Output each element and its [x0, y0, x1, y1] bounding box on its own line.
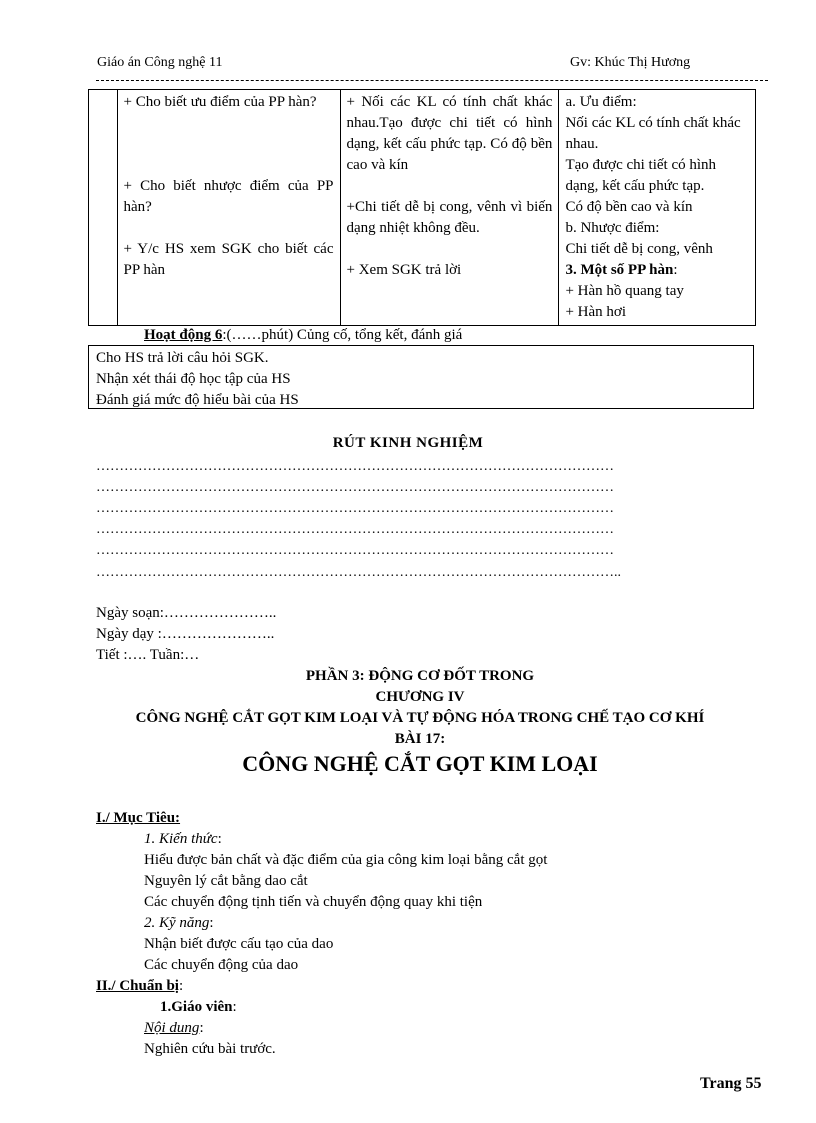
activity-6-text: :(……phút) Củng cố, tổng kết, đánh giá	[222, 327, 463, 343]
objective-item: Nguyên lý cắt bằng dao cắt	[144, 873, 308, 889]
content-line: + Hàn hơi	[565, 304, 626, 320]
content-item: Nghiên cứu bài trước.	[144, 1041, 276, 1057]
part-heading: PHẦN 3: ĐỘNG CƠ ĐỐT TRONG	[305, 668, 535, 684]
answer-disadvantages: +Chi tiết dễ bị cong, vênh vì biến dạng nhiệt không đều.	[346, 199, 553, 236]
summary-line: Nhận xét thái độ học tập của HS	[96, 371, 291, 387]
summary-line: Cho HS trả lời câu hỏi SGK.	[96, 350, 269, 366]
objective-item: Hiểu được bản chất và đặc điểm của gia công kim loại bằng cắt gọt	[144, 852, 548, 868]
table-cell-empty	[89, 90, 118, 326]
header-divider	[96, 80, 768, 81]
content-label: Nội dung:	[144, 1020, 204, 1036]
content-line: + Hàn hồ quang tay	[565, 283, 684, 299]
lesson-title: CÔNG NGHỆ CẮT GỌT KIM LOẠI	[242, 751, 598, 776]
question-disadvantages: + Cho biết nhược điểm của PP hàn?	[123, 178, 334, 215]
page-number: Trang 55	[700, 1075, 762, 1092]
content-line: Tạo được chi tiết có hình dạng, kết cấu phức tạp.	[565, 157, 717, 194]
question-advantages: + Cho biết ưu điểm của PP hàn?	[123, 94, 317, 110]
date-prepared: Ngày soạn:…………………..	[96, 605, 277, 621]
summary-box	[88, 345, 754, 409]
student-activity-cell	[340, 90, 559, 326]
section-objectives-title: I./ Mục Tiêu:	[96, 810, 181, 826]
teacher-prep-label: 1.Giáo viên:	[160, 999, 237, 1015]
content-line: b. Nhược điểm:	[565, 220, 660, 236]
dotted-line: …………………………………………………………………………………………………	[96, 459, 614, 474]
dotted-line: …………………………………………………………………………………………………..	[96, 565, 621, 580]
objective-knowledge-label: 1. Kiến thức:	[144, 831, 222, 847]
dotted-line: …………………………………………………………………………………………………	[96, 522, 614, 537]
header-left: Giáo án Công nghệ 11	[97, 55, 223, 70]
dotted-line: …………………………………………………………………………………………………	[96, 501, 614, 516]
date-taught: Ngày dạy :…………………..	[96, 626, 275, 642]
question-methods: + Y/c HS xem SGK cho biết các PP hàn	[123, 241, 334, 278]
answer-methods: + Xem SGK trả lời	[346, 262, 462, 278]
dotted-line: …………………………………………………………………………………………………	[96, 543, 614, 558]
objective-item: Các chuyển động tịnh tiến và chuyển động quay khi tiện	[144, 894, 483, 910]
dotted-line: …………………………………………………………………………………………………	[96, 480, 614, 495]
content-line: a. Ưu điểm:	[565, 94, 637, 110]
content-subheading: 3. Một số PP hàn:	[565, 262, 678, 278]
section-preparation-title: II./ Chuẩn bị:	[96, 978, 184, 994]
period-week: Tiết :…. Tuần:…	[96, 647, 200, 663]
chapter-heading: CHƯƠNG IV	[375, 689, 465, 705]
table-row	[89, 90, 756, 326]
content-line: Chi tiết dễ bị cong, vênh	[565, 241, 713, 257]
chapter-title: CÔNG NGHỆ CẮT GỌT KIM LOẠI VÀ TỰ ĐỘNG HÓA TRONG CHẾ TẠO CƠ KHÍ	[135, 710, 705, 726]
content-line: Nối các KL có tính chất khác nhau.	[565, 115, 741, 152]
content-line: Có độ bền cao và kín	[565, 199, 693, 215]
objective-skills-label: 2. Kỹ năng:	[144, 915, 214, 931]
answer-advantages: + Nối các KL có tính chất khác nhau.Tạo được chi tiết có hình dạng, kết cấu phức tạp. Có độ bền cao và kín	[346, 94, 553, 173]
experience-title: RÚT KINH NGHIỆM	[332, 435, 484, 451]
activity-6-heading	[144, 325, 462, 345]
header-right: Gv: Khúc Thị Hương	[570, 55, 691, 70]
teacher-activity-cell	[117, 90, 340, 326]
content-cell	[559, 90, 756, 326]
objective-item: Các chuyển động của dao	[144, 957, 299, 973]
lesson-table	[88, 89, 756, 326]
objective-item: Nhận biết được cấu tạo của dao	[144, 936, 334, 952]
activity-6-label: Hoạt động 6	[144, 327, 223, 343]
summary-line: Đánh giá mức độ hiểu bài của HS	[96, 392, 299, 408]
lesson-number: BÀI 17:	[394, 731, 446, 747]
